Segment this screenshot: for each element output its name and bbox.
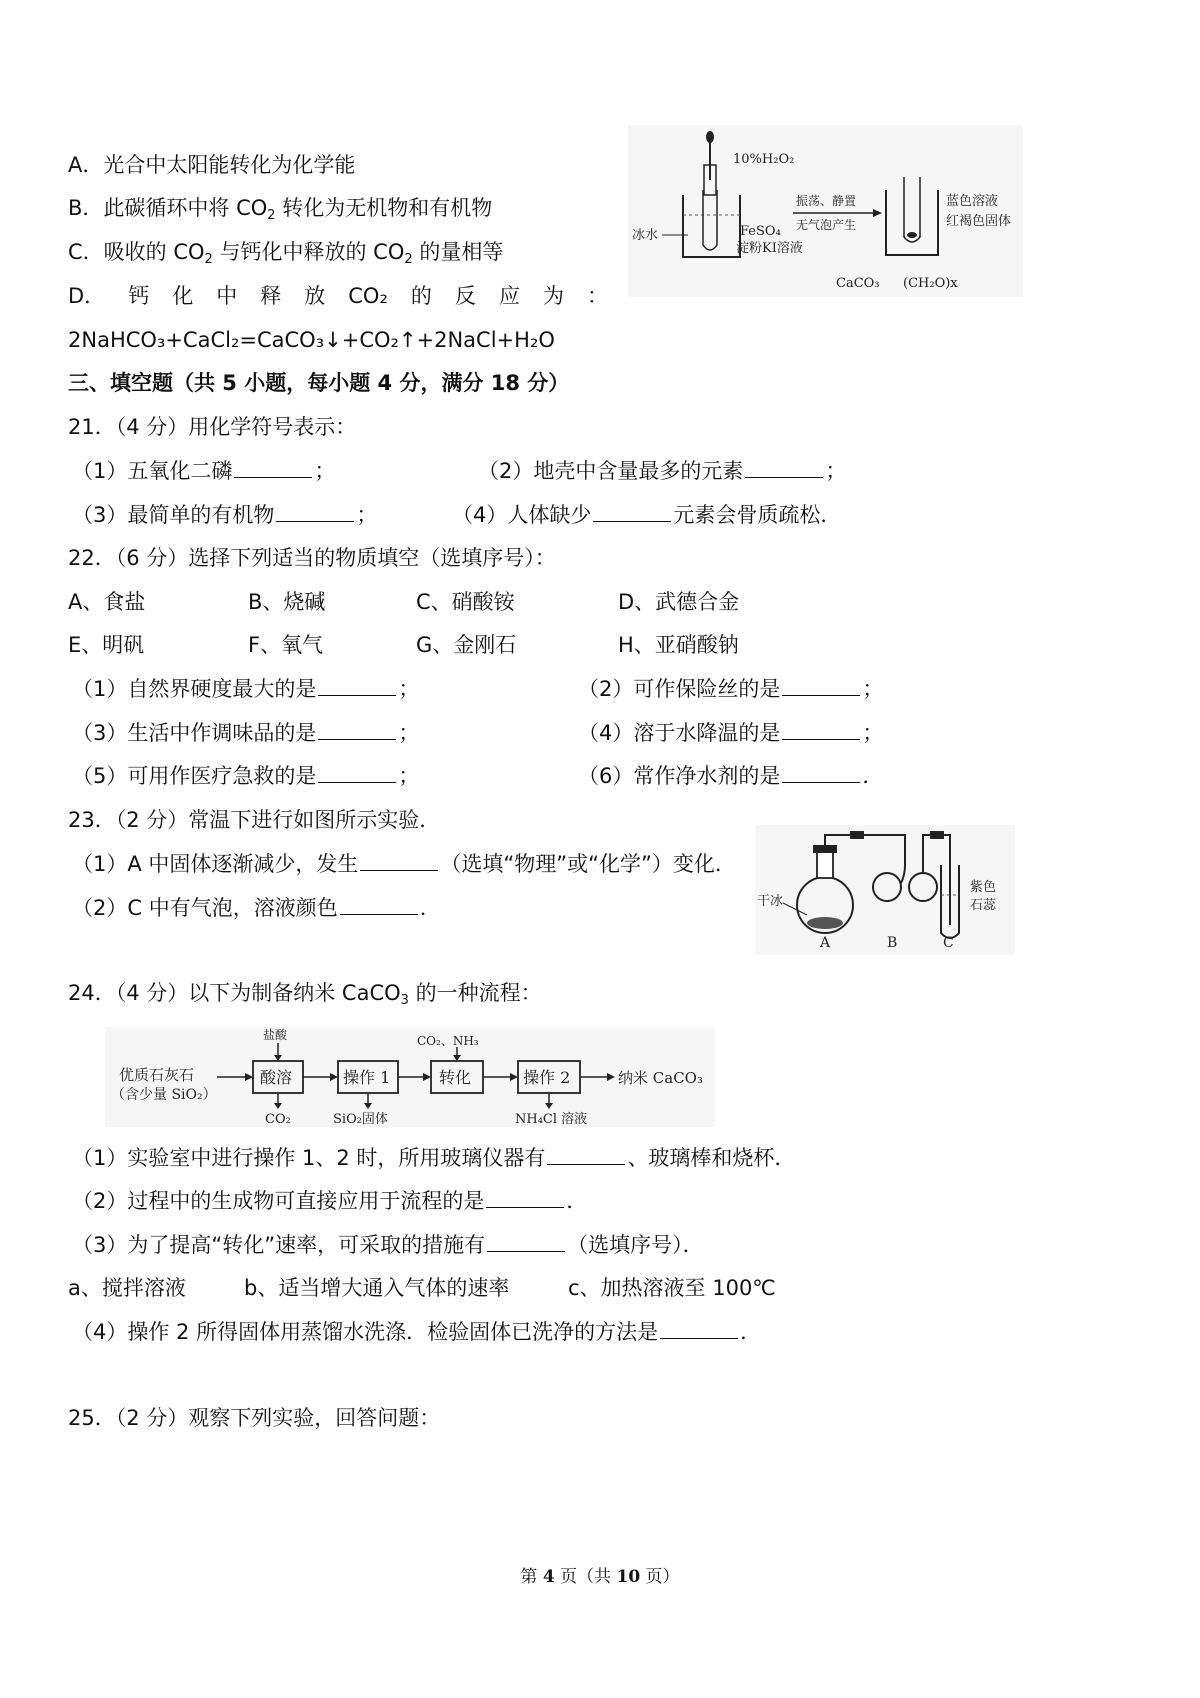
q22-option-f: F、氧气 bbox=[248, 633, 324, 657]
answer-blank[interactable] bbox=[486, 1187, 564, 1208]
q22-part-6: （6）常作净水剂的是 ． bbox=[578, 764, 884, 788]
q24-option-a: a、搅拌溶液 bbox=[68, 1276, 186, 1300]
answer-blank[interactable] bbox=[782, 675, 860, 696]
answer-blank[interactable] bbox=[318, 762, 396, 783]
q22-option-d: D、武德合金 bbox=[618, 590, 740, 614]
flow-box-op2: 操作 2 bbox=[523, 1068, 571, 1087]
answer-blank[interactable] bbox=[660, 1318, 738, 1339]
q21-part-1: （1）五氧化二磷 ； bbox=[72, 459, 336, 483]
q24-part-3: （3）为了提高“转化”速率，可采取的措施有 （选填序号）． bbox=[72, 1233, 704, 1257]
flow-gas: CO₂、NH₃ bbox=[417, 1034, 479, 1048]
flow-box-op1: 操作 1 bbox=[343, 1068, 391, 1087]
q24-stem: 24．（4 分）以下为制备纳米 CaCO$_3$ 的一种流程： bbox=[68, 981, 542, 1008]
answer-blank[interactable] bbox=[318, 675, 396, 696]
purple-label-2: 石蕊 bbox=[970, 898, 997, 913]
answer-blank[interactable] bbox=[593, 501, 671, 522]
arrow-top-label: 振荡、静置 bbox=[796, 194, 857, 208]
q22-option-b: B、烧碱 bbox=[248, 590, 326, 614]
label-a: A bbox=[820, 935, 831, 951]
q21-stem: 21．（4 分）用化学符号表示： bbox=[68, 415, 357, 439]
q24-flow-diagram bbox=[105, 1027, 715, 1127]
q20-option-b: B．此碳循环中将 $CO_2$ 转化为无机物和有机物 bbox=[68, 196, 493, 223]
dry-ice-label: 干冰 bbox=[757, 894, 784, 909]
q22-option-h: H、亚硝酸钠 bbox=[618, 633, 739, 657]
feso4-label: FeSO₄ bbox=[740, 224, 781, 239]
q22-stem: 22．（6 分）选择下列适当的物质填空（选填序号）： bbox=[68, 546, 556, 570]
q22-option-g: G、金刚石 bbox=[416, 633, 517, 657]
ch2o-label: (CH₂O)x bbox=[903, 276, 958, 291]
q20-option-c: C．吸收的 $CO_2$ 与钙化中释放的 $CO_2$ 的量相等 bbox=[68, 240, 504, 267]
q21-part-2: （2）地壳中含量最多的元素 ； bbox=[478, 459, 847, 483]
flow-product: 纳米 CaCO₃ bbox=[618, 1069, 703, 1087]
q22-part-1: （1）自然界硬度最大的是 ； bbox=[72, 677, 420, 701]
q21-part-3: （3）最简单的有机物 ； bbox=[72, 503, 378, 527]
answer-blank[interactable] bbox=[547, 1144, 625, 1165]
flow-box-acid: 酸溶 bbox=[260, 1068, 293, 1087]
answer-blank[interactable] bbox=[782, 719, 860, 740]
label-b: B bbox=[887, 935, 898, 951]
q23-experiment-figure bbox=[755, 825, 1015, 955]
h2o2-label: 10%H₂O₂ bbox=[733, 152, 795, 167]
answer-blank[interactable] bbox=[360, 850, 438, 871]
q24-part-1: （1）实验室中进行操作 1、2 时，所用玻璃仪器有 、玻璃棒和烧杯． bbox=[72, 1146, 796, 1170]
section-title: 三、填空题（共 5 小题，每小题 4 分，满分 18 分） bbox=[68, 371, 570, 395]
q22-part-3: （3）生活中作调味品的是 ； bbox=[72, 721, 420, 745]
label-c: C bbox=[943, 935, 954, 951]
q22-part-4: （4）溶于水降温的是 ； bbox=[578, 721, 884, 745]
blue-solution-label: 蓝色溶液 bbox=[946, 194, 999, 209]
ki-label: 淀粉KI溶液 bbox=[736, 241, 803, 256]
q20-option-a: A．光合中太阳能转化为化学能 bbox=[68, 153, 356, 177]
flow-out-co2: CO₂ bbox=[265, 1112, 291, 1127]
q24-option-b: b、适当增大通入气体的速率 bbox=[244, 1276, 510, 1300]
q22-option-c: C、硝酸铵 bbox=[416, 590, 515, 614]
ice-water-label: 冰水 bbox=[632, 228, 659, 243]
answer-blank[interactable] bbox=[782, 762, 860, 783]
flow-out-nh4cl: NH₄Cl 溶液 bbox=[515, 1112, 588, 1127]
arrow-bottom-label: 无气泡产生 bbox=[796, 218, 857, 232]
q22-part-2: （2）可作保险丝的是 ； bbox=[578, 677, 884, 701]
q20-option-d: D． 钙 化 中 释 放 CO₂ 的 反 应 为 ： bbox=[68, 284, 608, 308]
red-solid-label: 红褐色固体 bbox=[946, 214, 1012, 229]
q22-option-e: E、明矾 bbox=[68, 633, 145, 657]
q20-experiment-figure bbox=[628, 125, 1023, 297]
q24-part-4: （4）操作 2 所得固体用蒸馏水洗涤．检验固体已洗净的方法是 ． bbox=[72, 1320, 762, 1344]
flow-out-sio2: SiO₂固体 bbox=[333, 1112, 388, 1127]
q20-equation: 2NaHCO₃+CaCl₂=CaCO₃↓+CO₂↑+2NaCl+H₂O bbox=[68, 328, 555, 352]
answer-blank[interactable] bbox=[745, 457, 823, 478]
q22-option-a: A、食盐 bbox=[68, 590, 146, 614]
flow-input-2: （含少量 SiO₂） bbox=[111, 1087, 217, 1103]
q25-stem: 25．（2 分）观察下列实验，回答问题： bbox=[68, 1406, 441, 1430]
q21-part-4: （4）人体缺少 元素会骨质疏松． bbox=[452, 503, 842, 527]
flow-input-1: 优质石灰石 bbox=[119, 1066, 195, 1084]
answer-blank[interactable] bbox=[318, 719, 396, 740]
q22-part-5: （5）可用作医疗急救的是 ； bbox=[72, 764, 420, 788]
purple-label-1: 紫色 bbox=[970, 880, 997, 895]
q23-stem: 23．（2 分）常温下进行如图所示实验． bbox=[68, 808, 441, 832]
answer-blank[interactable] bbox=[276, 501, 354, 522]
q24-part-2: （2）过程中的生成物可直接应用于流程的是 ． bbox=[72, 1189, 588, 1213]
answer-blank[interactable] bbox=[340, 894, 418, 915]
answer-blank[interactable] bbox=[234, 457, 312, 478]
answer-blank[interactable] bbox=[487, 1231, 565, 1252]
q23-part-1: （1）A 中固体逐渐减少，发生 （选填“物理”或“化学”）变化． bbox=[72, 852, 736, 876]
flow-box-convert: 转化 bbox=[439, 1068, 472, 1087]
q24-option-c: c、加热溶液至 100℃ bbox=[568, 1276, 776, 1300]
caco3-label: CaCO₃ bbox=[836, 276, 880, 291]
page-footer: 第 4 页（共 10 页） bbox=[520, 1567, 680, 1587]
flow-acid: 盐酸 bbox=[263, 1028, 288, 1042]
q23-part-2: （2）C 中有气泡，溶液颜色 ． bbox=[72, 896, 441, 920]
